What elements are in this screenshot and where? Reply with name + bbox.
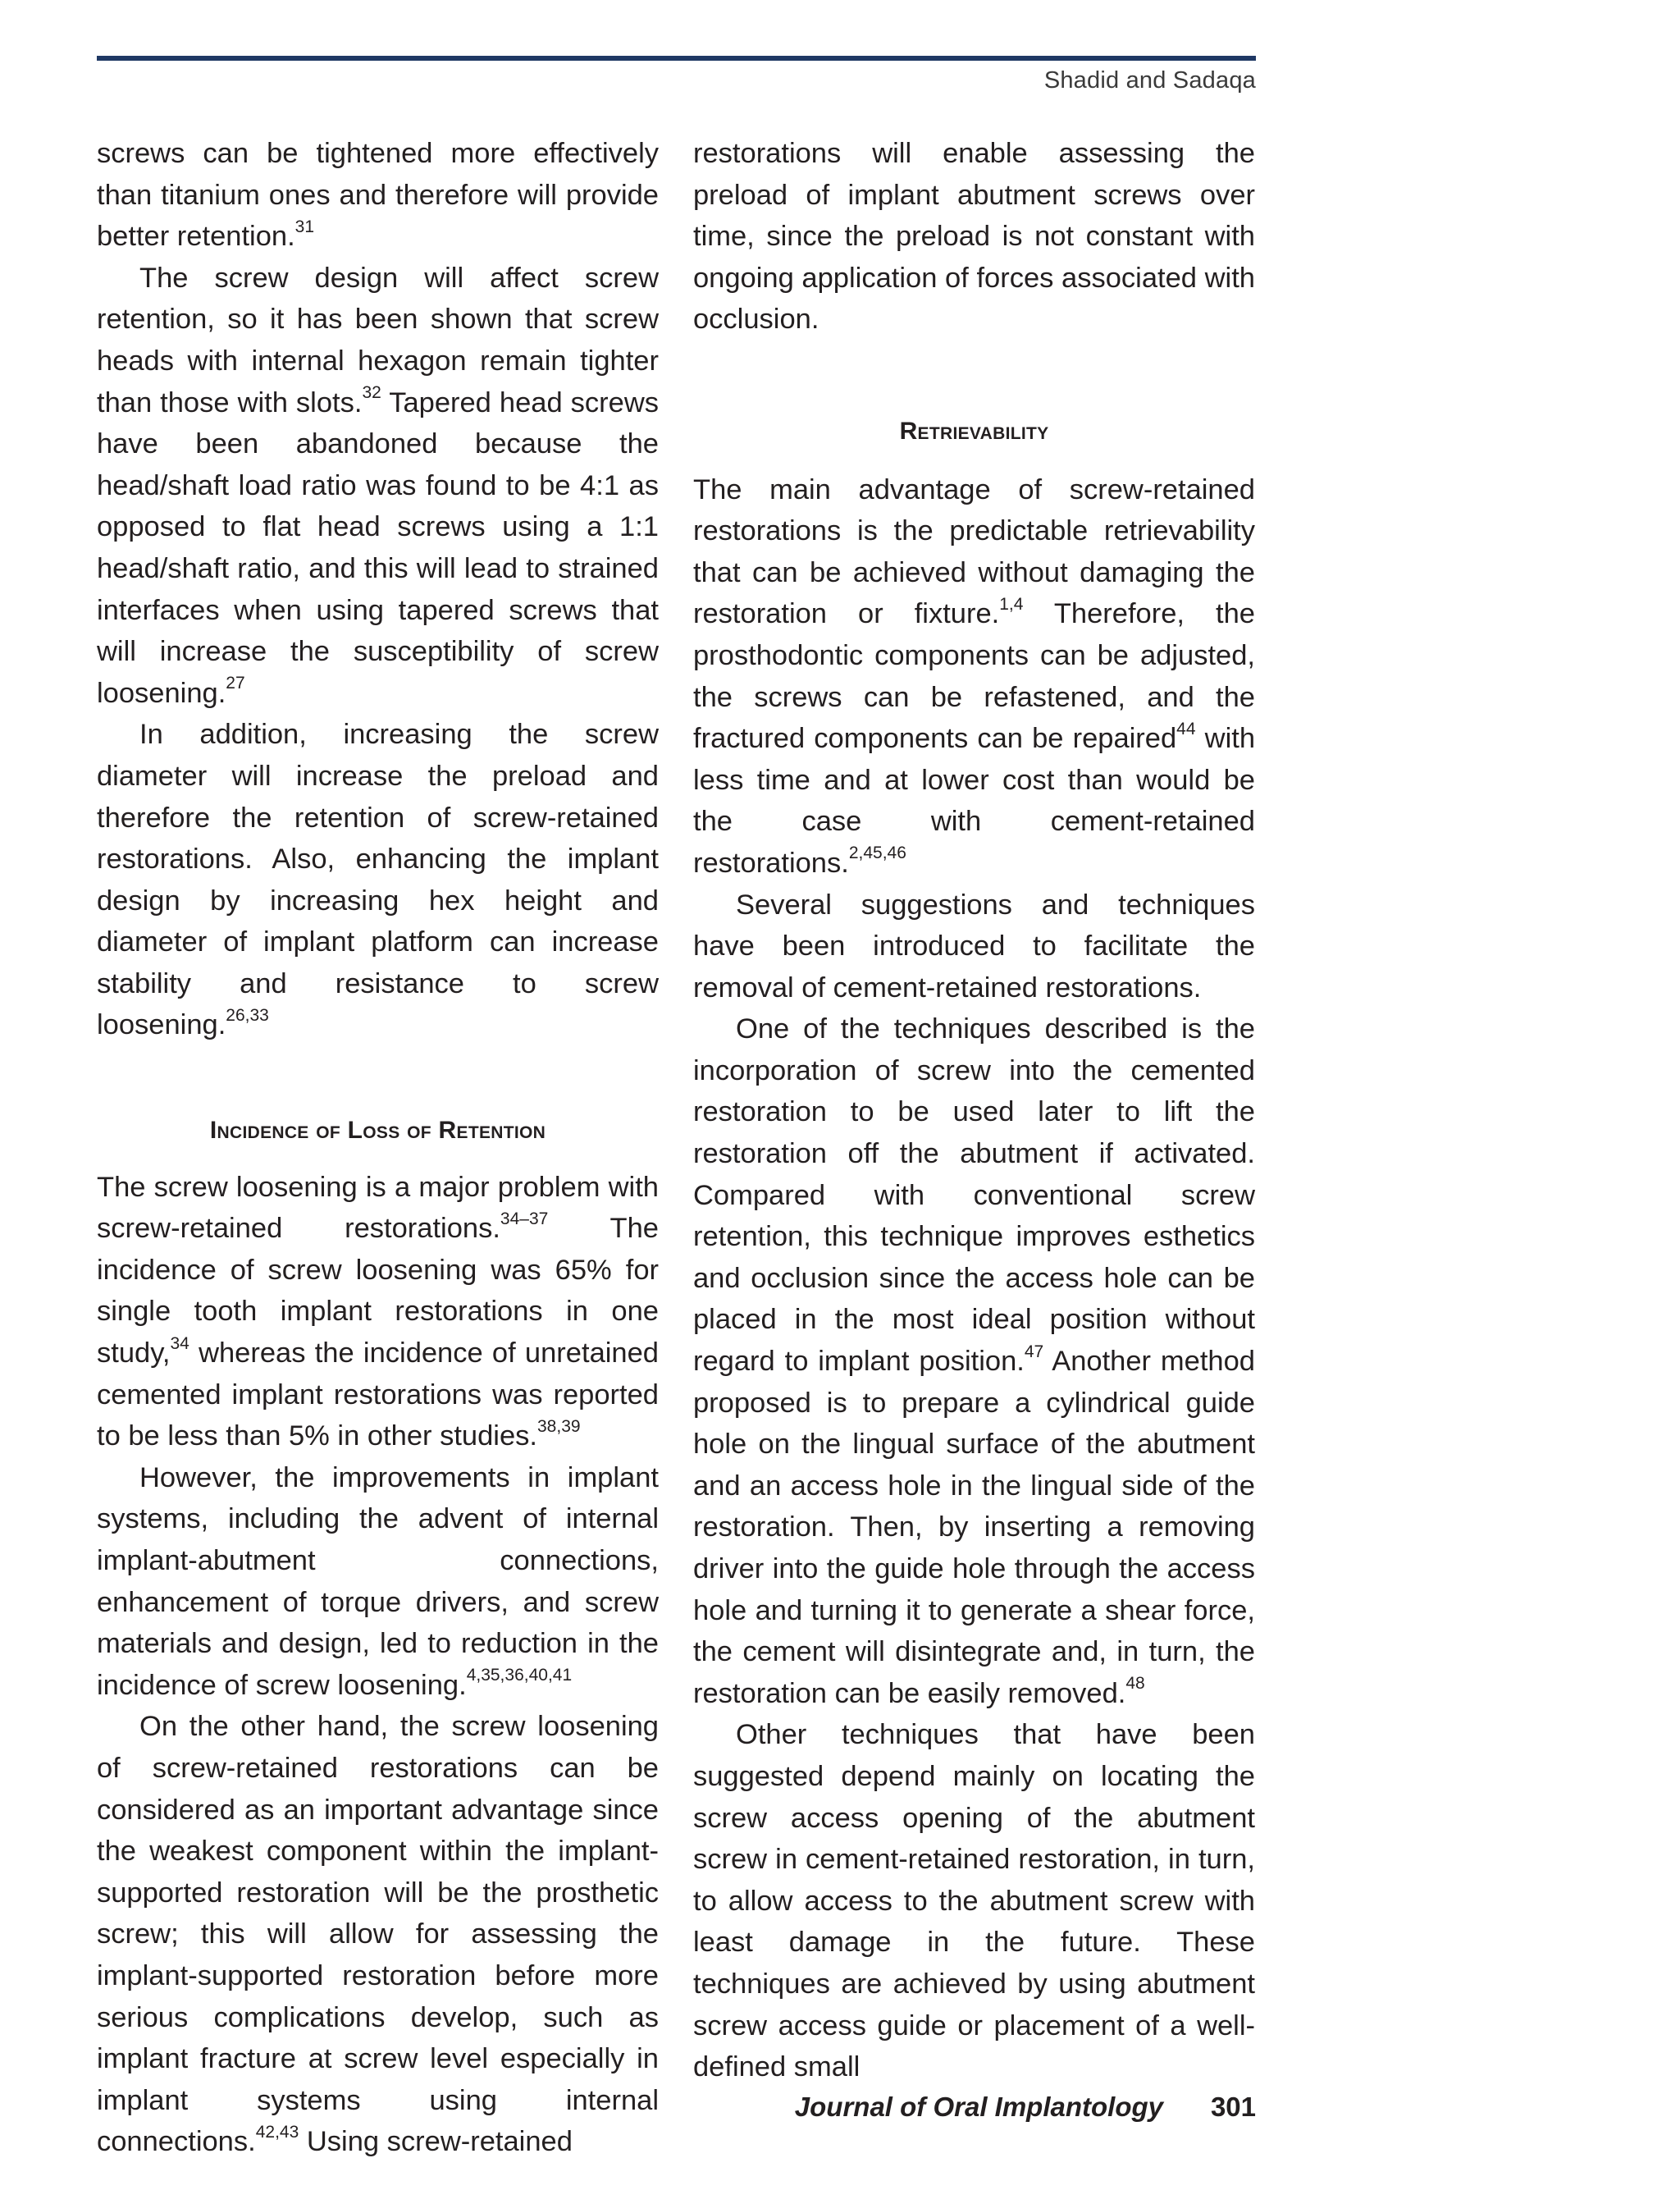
citation: 42,43	[255, 2122, 299, 2142]
citation: 2,45,46	[848, 844, 906, 863]
citation: 44	[1176, 719, 1196, 738]
right-paragraph-4: One of the techniques described is the incorporation of screw into the cemented restoration to be used later to lift the restoration off the abutment if activated. Compared with conventional screw retention, this technique improves esthetics and occlusion since the access hole can be placed in the most ideal position without regard to implant position.$^{47}$ Another method proposed is to prepare a cylindrical guide hole on the lingual surface of the abutment and an access hole in the lingual side of the restoration. Then, by inserting a removing driver into the guide hole through the access hole and turning it to generate a shear force, the cement will disintegrate and, in turn, the restoration can be easily removed.$^{48}$	[693, 1013, 1255, 1709]
header-rule	[97, 56, 1256, 61]
citation: 38,39	[537, 1416, 581, 1436]
left-paragraph-1: screws can be tightened more effectively than titanium ones and therefore will provide better retention.$^{31}$	[97, 138, 659, 253]
left-paragraph-6: On the other hand, the screw loosening of screw-retained restorations can be considered as an important advantage since the weakest component within the implant-supported restoration will be the prosthetic screw; this will allow for assessing the implant-supported restoration before more serious complications develop, such as implant fracture at screw level especially in implant systems using internal connections.$^{42,43}$ Using screw-retained	[97, 1711, 659, 2158]
running-head: Shadid and Sadaqa	[1043, 67, 1256, 94]
citation: 47	[1024, 1342, 1044, 1361]
right-paragraph-1: restorations will enable assessing the preload of implant abutment screws over time, since the preload is not constant with ongoing application of forces associated with occlusion.	[693, 138, 1255, 336]
citation: 26,33	[226, 1005, 269, 1025]
right-paragraph-2: The main advantage of screw-retained restorations is the predictable retrievability that can be achieved without damaging the restoration or fixture.$^{1,4}$ Therefore, the prosthodontic components can be adjusted, the screws can be refastened, and the fractured components can be repaired$^{44}$ with less time and at lower cost than would be the case with cement-retained restorations.$^{2,45,46}$	[693, 473, 1256, 879]
citation: 34	[170, 1333, 189, 1353]
section-heading-incidence: Incidence of Loss of Retention	[209, 1117, 546, 1145]
left-paragraph-3: In addition, increasing the screw diameter will increase the preload and therefore the retention of screw-retained restorations. Also, enhancing the implant design by increasing hex height and diameter of implant platform can increase stability and resistance to screw loosening.$^{26,33}$	[97, 719, 659, 1041]
left-paragraph-4: The screw loosening is a major problem with screw-retained restorations.$^{34-37}$ The incidence of screw loosening was 65% for single tooth implant restorations in one study,$^{34}$ whereas the incidence of unretained cemented implant restorations was reported to be less than 5% in other studies.$^{38,39}$	[97, 1171, 659, 1452]
right-paragraph-5: Other techniques that have been suggested depend mainly on locating the screw access opening of the abutment screw in cement-retained restoration, in turn, to allow access to the abutment screw with least damage in the future. These techniques are achieved by using abutment screw access guide or placement of a well-defined small	[693, 1719, 1255, 2083]
footer-journal-title: Journal of Oral Implantology	[794, 2092, 1163, 2122]
left-paragraph-5: However, the improvements in implant systems, including the advent of internal implant-abutment connections, enhancement of torque drivers, and screw materials and design, led to reduction in the incidence of screw loosening.$^{4,35,36,40,41}$	[97, 1461, 659, 1701]
citation: 48	[1125, 1674, 1145, 1694]
left-paragraph-2: The screw design will affect screw retention, so it has been shown that screw heads with internal hexagon remain tighter than those with slots.$^{32}$ Tapered head screws have been abandoned because the head/shaft load ratio was found to be 4:1 as opposed to flat head screws using a 1:1 head/shaft ratio, and this will lead to strained interfaces when using tapered screws that will increase the susceptibility of screw loosening.$^{27}$	[97, 262, 659, 709]
citation: 27	[226, 674, 245, 693]
right-paragraph-3: Several suggestions and techniques have been introduced to facilitate the removal of cement-retained restorations.	[693, 889, 1255, 1004]
citation: 4,35,36,40,41	[466, 1666, 573, 1685]
citation: 34–37	[500, 1209, 549, 1228]
citation: 32	[362, 383, 381, 403]
citation: 31	[294, 217, 315, 236]
right-column	[693, 133, 1255, 2088]
citation: 1,4	[999, 594, 1024, 614]
footer-page-number: 301	[1210, 2092, 1256, 2122]
left-column	[97, 133, 659, 2163]
section-heading-retrievability: Retrievability	[899, 417, 1049, 445]
